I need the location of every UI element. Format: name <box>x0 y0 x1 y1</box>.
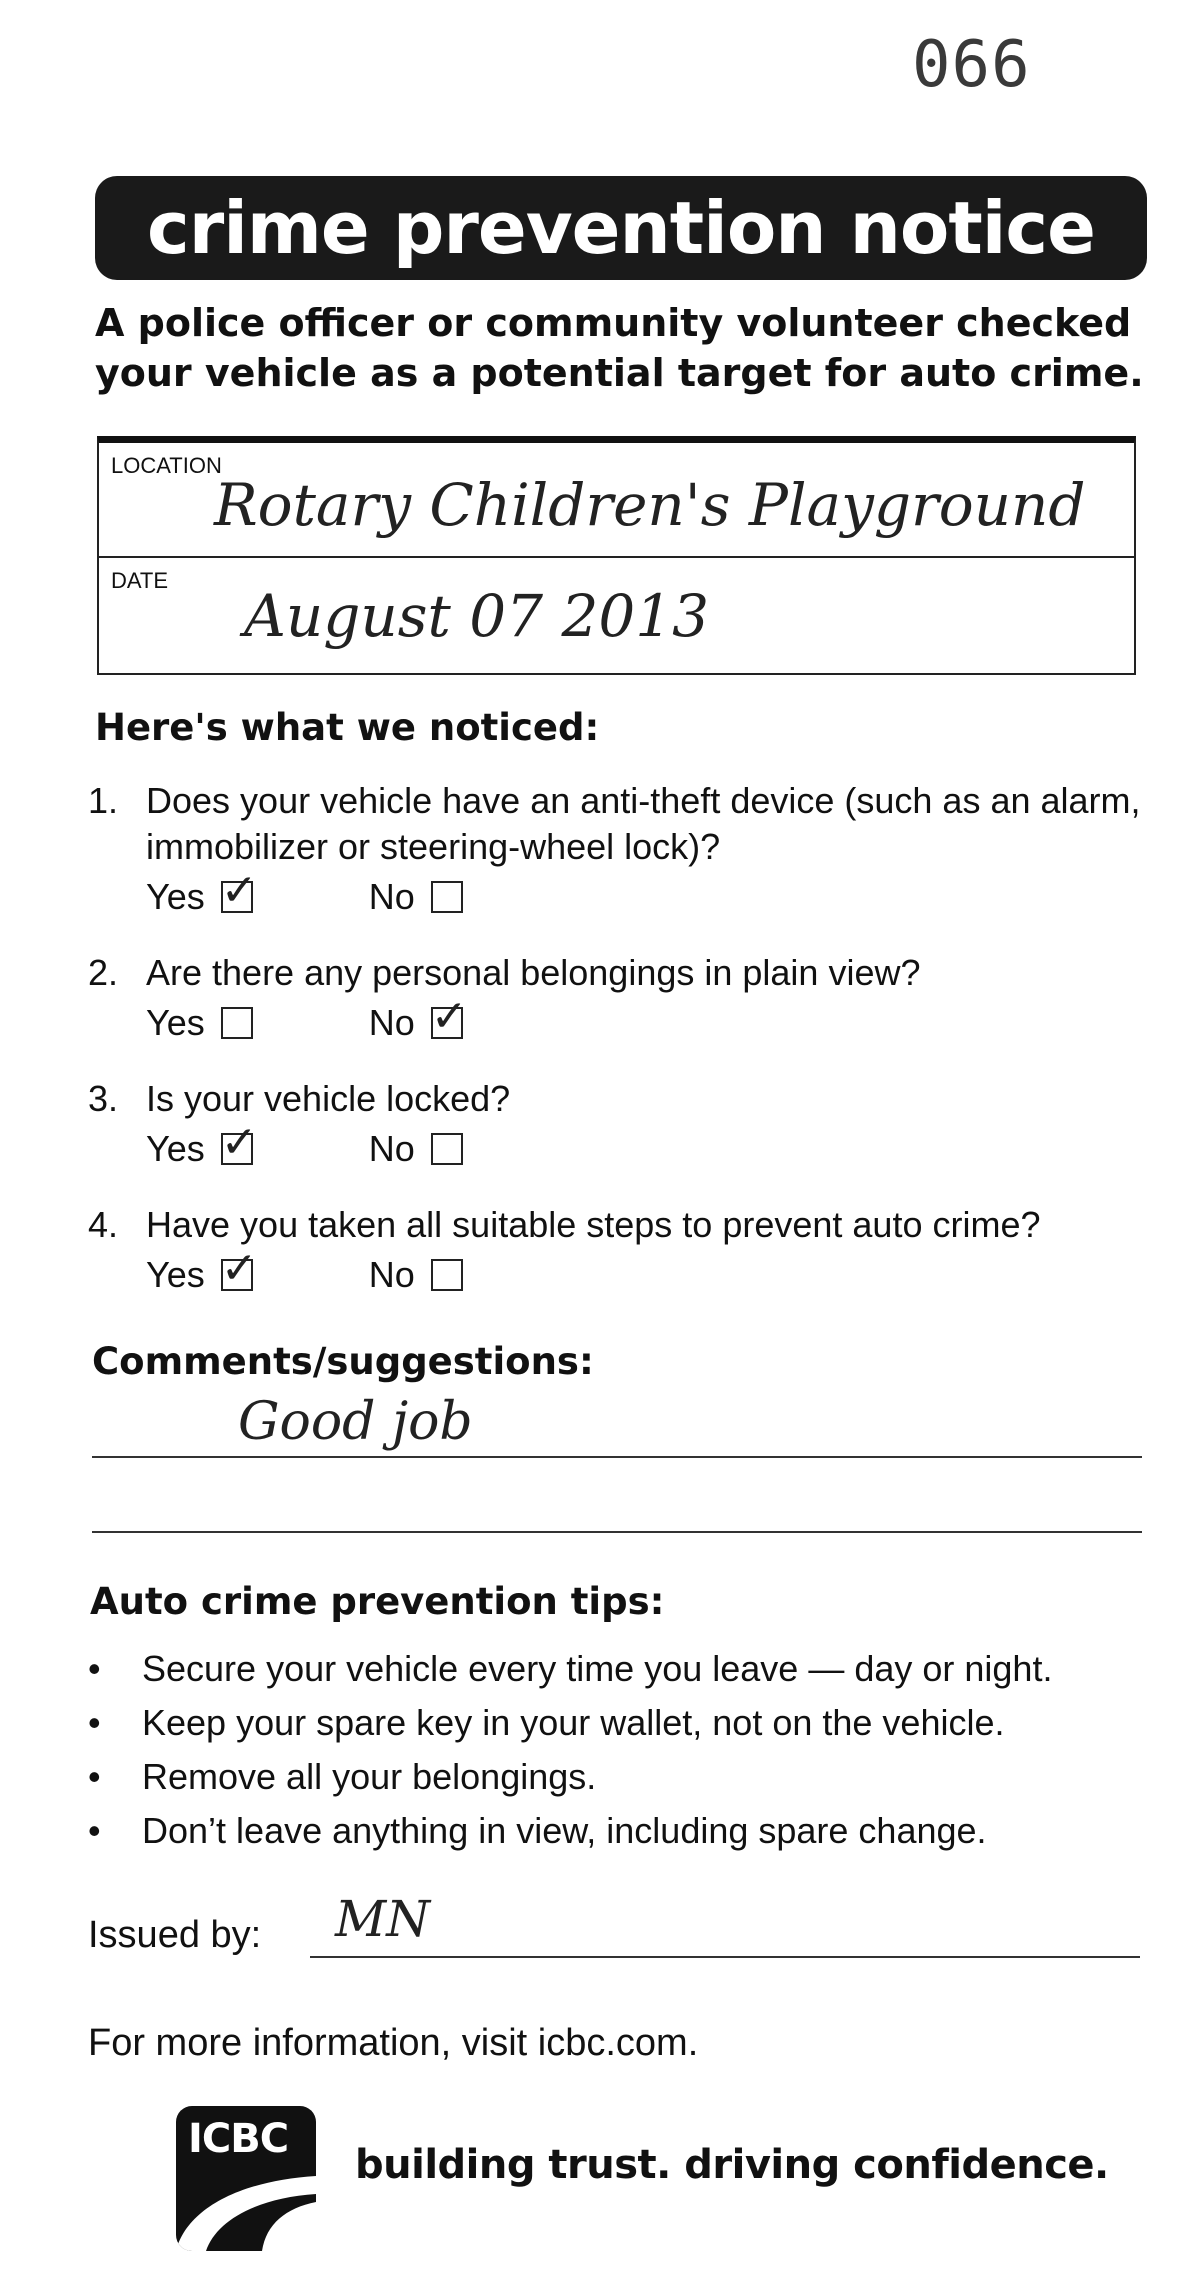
check-icon: ✓ <box>220 1243 258 1294</box>
yes-label: Yes <box>146 1002 205 1043</box>
list-item: • Don’t leave anything in view, including spare change. <box>88 1804 1188 1858</box>
question-3 <box>88 1076 1168 1122</box>
more-info: For more information, visit icbc.com. <box>88 2022 699 2064</box>
check-icon: ✓ <box>220 1117 258 1168</box>
issued-by-line[interactable] <box>310 1956 1140 1958</box>
issued-by-value: MN <box>335 1890 430 1948</box>
no-checkbox[interactable] <box>430 991 468 1042</box>
yes-label: Yes <box>146 1254 205 1295</box>
issued-by-label: Issued by: <box>88 1914 262 1956</box>
no-checkbox[interactable] <box>431 1259 463 1291</box>
question-1 <box>88 778 1168 870</box>
date-value: August 07 2013 <box>244 582 710 650</box>
answer-row-3 <box>146 1117 463 1170</box>
question-4 <box>88 1202 1168 1248</box>
date-row <box>99 556 1134 669</box>
yes-label: Yes <box>146 876 205 917</box>
comments-value: Good job <box>238 1392 473 1452</box>
list-item: • Remove all your belongings. <box>88 1750 1188 1804</box>
question-2 <box>88 950 1168 996</box>
location-date-box <box>97 436 1136 675</box>
question-number: 3. <box>88 1078 119 1119</box>
yes-checkbox[interactable] <box>220 1117 258 1168</box>
location-row <box>99 443 1134 554</box>
list-item: • Secure your vehicle every time you leave — day or night. <box>88 1642 1188 1696</box>
yes-checkbox[interactable] <box>220 865 258 916</box>
intro-text: A police officer or community volunteer checked your vehicle as a potential target for auto crime. <box>95 301 1144 395</box>
question-number: 4. <box>88 1204 119 1245</box>
no-label: No <box>368 1128 415 1169</box>
answer-row-2 <box>146 991 468 1044</box>
question-text: Does your vehicle have an anti-theft device (such as an alarm, immobilizer or steering-wheel lock)? <box>146 780 1141 867</box>
check-icon: ✓ <box>430 991 468 1042</box>
comments-heading: Comments/suggestions: <box>92 1340 594 1383</box>
answer-row-4 <box>146 1243 463 1296</box>
form-number: 066 <box>912 28 1031 102</box>
location-label: LOCATION <box>111 453 222 478</box>
no-checkbox[interactable] <box>431 1133 463 1165</box>
list-item: • Keep your spare key in your wallet, not on the vehicle. <box>88 1696 1188 1750</box>
question-text: Have you taken all suitable steps to prevent auto crime? <box>146 1204 1041 1245</box>
tips-list <box>88 1642 1188 1858</box>
no-label: No <box>368 876 415 917</box>
comments-line-2[interactable] <box>92 1531 1142 1533</box>
icbc-logo <box>176 2106 316 2251</box>
question-text: Are there any personal belongings in plain view? <box>146 952 921 993</box>
question-number: 2. <box>88 952 119 993</box>
page-title: crime prevention notice <box>95 176 1147 280</box>
check-icon: ✓ <box>220 865 258 916</box>
logo-text: ICBC <box>188 2116 289 2162</box>
no-label: No <box>368 1254 415 1295</box>
yes-label: Yes <box>146 1128 205 1169</box>
noticed-heading: Here's what we noticed: <box>95 706 600 749</box>
comments-line-1[interactable] <box>92 1456 1142 1458</box>
answer-row-1 <box>146 865 463 918</box>
question-number: 1. <box>88 780 119 821</box>
date-label: DATE <box>111 568 169 593</box>
yes-checkbox[interactable] <box>220 1243 258 1294</box>
tips-heading: Auto crime prevention tips: <box>90 1580 665 1623</box>
tagline: building trust. driving confidence. <box>355 2142 1109 2188</box>
yes-checkbox[interactable] <box>221 1007 253 1039</box>
location-value: Rotary Children's Playground <box>214 471 1086 539</box>
question-text: Is your vehicle locked? <box>146 1078 511 1119</box>
no-label: No <box>368 1002 415 1043</box>
no-checkbox[interactable] <box>431 881 463 913</box>
